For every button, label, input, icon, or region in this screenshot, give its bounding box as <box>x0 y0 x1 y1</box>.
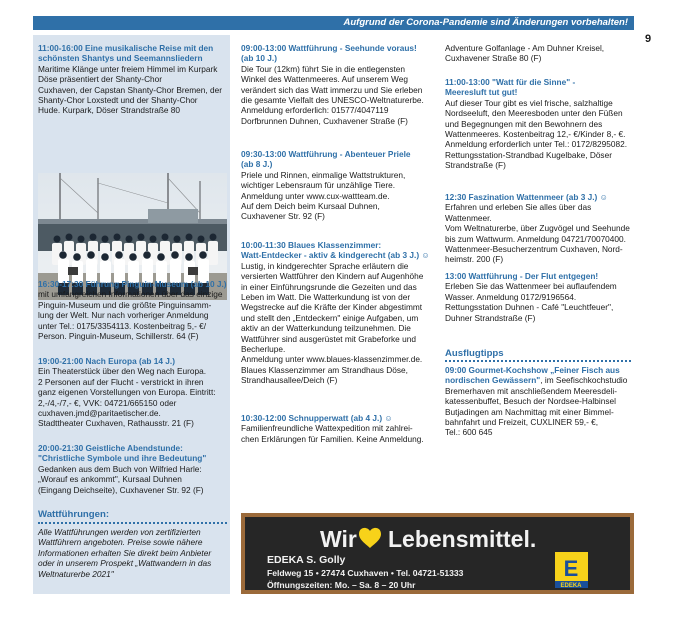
event-blaues-klassenzimmer <box>241 240 433 386</box>
section-divider <box>38 522 227 524</box>
event-abenteuer-priele <box>241 149 433 222</box>
ad-store-name: EDEKA S. Golly <box>267 554 346 566</box>
event-gourmet-kochshow: 09:00 Gourmet-Kochshow „Feiner Fisch aus nordischen Gewässern", im Seefischkochstudio Bremerhaven mit anschließendem Meeresdeli- katessenbuffet, Besuch der Nordsee-Halbinsel Butjadingen am Nachmittag mit einer Bimmel- bahnfahrt und Freizeit, CUXLINER 59,- €, Tel.: 600 645 <box>445 365 631 438</box>
edeka-logo <box>555 552 588 589</box>
event-body: Ein Theaterstück über den Weg nach Europa. 2 Personen auf der Flucht - verstrickt in ihren ganz eigenen Vorstellungen von Europa. Eintritt: 2,-/4,-/7,- €, VVK: 04721/665150 oder cuxhaven.jmd@paritaetischer.de. Stadttheater Cuxhaven, Rathausstr. 21 (F) <box>38 366 216 429</box>
event-body: Lustig, in kindgerechter Sprache erläutern die versierten Wattführer den Kindern auf Augenhöhe in einer Einführungsrunde die Gezeiten und das Leben im Watt. Die Watterkundung ist von der Wegstrecke auf die Kräfte der Kinder abgestimmt und stellt den „Entdeckern" einige Aufgaben, um aktiv an der Watterkundung teilzunehmen. Die Wattführer sind ausgerüstet mit Grabeforke und Becherlupe. Anmeldung unter www.blaues-klassenzimmer.de. Blaues Klassenzimmer am Strandhaus Döse, Strandhausallee/Deich (F) <box>241 260 424 386</box>
column-left <box>33 35 230 594</box>
edeka-logo-letter: E <box>563 556 579 581</box>
edeka-advertisement[interactable] <box>241 513 634 594</box>
event-body: Erfahren und erleben Sie alles über das Wattenmeer. Vom Weltnaturerbe, über Zugvögel und Seehunde bis zum Wattwurm. Anmeldung 04721/70070400. Wattenmeer-Besucherzentrum Cuxhaven, Nord- heimstr. 200 (F) <box>445 202 630 265</box>
event-heading: 11:00-16:00 Eine musikalische Reise mit den schönsten Shantys und Seemannsliedern <box>38 43 214 64</box>
event-body: Die Tour (12km) führt Sie in die entlegensten Winkel des Wattenmeeres. Auf unserem Weg verändert sich das Watt immerzu und Sie erleben die gesamte Vielfalt des UNESCO-Weltnaturerbe. Anmeldung erforderlich: 01577/4047119 Dorfbrunnen Duhnen, Cuxhavener Straße (F) <box>241 63 424 126</box>
event-nach-europa: 19:00-21:00 Nach Europa (ab 14 J.) Ein Theaterstück über den Weg nach Europa. 2 Personen auf der Flucht - verstrickt in ihren ganz eigenen Vorstellungen von Europa. Eintritt: 2,-/4,-/7,- €, VVK: 04721/665150 oder cuxhaven.jmd@paritaetischer.de. Stadttheater Cuxhaven, Rathausstr. 21 (F) <box>38 356 227 429</box>
edeka-logo-text: EDEKA <box>560 583 582 589</box>
event-faszination-wattenmeer: 12:30 Faszination Wattenmeer (ab 3 J.) ☺ Erfahren und erleben Sie alles über das Wattenmeer. Vom Weltnaturerbe, über Zugvögel und Seehunde bis zum Wattwurm. Anmeldung 04721/70070400. Wattenmeer-Besucherzentrum Cuxhaven, Nord- heimstr. 200 (F) <box>445 192 630 265</box>
event-heading: 09:00-13:00 Wattführung - Seehunde voraus! (ab 10 J.) <box>241 43 417 64</box>
event-body: mit umfangreichen Informationen über das einzige Pinguin-Museum und die größte Pinguinsamm- lung der Welt. Nur nach vorheriger Anmeldung unter Tel.: 0175/3354113. Kostenbeitrag 5,- €/ Person. Pinguin-Museum, Schillerstr. 64 (F) <box>38 289 223 342</box>
event-body: Auf dieser Tour gibt es viel frische, salzhaltige Nordseeluft, den Meeresboden unter den Füßen und Begegnungen mit den Bewohnern des Wattenmeeres. Kostenbeitrag 12,- €/Kinder 8,- €. Anmeldung erforderlich unter Tel.: 0172/8295082. Rettungsstation-Strandbad Kugelbake, Döser Strandstraße (F) <box>445 97 628 171</box>
event-heading: 20:00-21:30 Geistliche Abendstunde: "Christliche Symbole und ihre Bedeutung" <box>38 443 207 464</box>
column-middle <box>237 35 436 594</box>
column-right <box>441 35 634 594</box>
event-heading: 09:30-13:00 Wattführung - Abenteuer Priele (ab 8 J.) <box>241 149 411 170</box>
event-heading: 10:00-11:30 Blaues Klassenzimmer: Watt-Entdecker - aktiv & kindgerecht (ab 3 J.) ☺ <box>241 240 430 261</box>
event-heading: 11:00-13:00 "Watt für die Sinne" - Meeresluft tut gut! <box>445 77 576 98</box>
event-body: Erleben Sie das Wattenmeer bei auflaufendem Wasser. Anmeldung 0172/9196564. Rettungsstation Duhnen - Café "Leuchtfeuer", Duhner Strandstraße (F) <box>445 281 617 323</box>
event-body: Adventure Golfanlage - Am Duhner Kreisel, Cuxhavener Straße 80 (F) <box>445 43 605 64</box>
event-body: Priele und Rinnen, einmalige Wattstrukturen, wichtiger Lebensraum für unzählige Tiere. Anmeldung unter www.cux-wattteam.de. Auf dem Deich beim Kursaal Duhnen, Cuxhavener Str. 92 (F) <box>241 169 406 222</box>
section-title-wattfuehrungen: Wattführungen: <box>38 509 110 520</box>
event-body: Gedanken aus dem Buch von Wilfried Harle: „Worauf es ankommt", Kursaal Duhnen (Eingang Deichseite), Cuxhavener Str. 92 (F) <box>38 463 204 495</box>
ad-hours: Öffnungszeiten: Mo. – Sa. 8 – 20 Uhr <box>267 580 416 590</box>
event-continued-golfanlage <box>445 43 631 64</box>
event-pinguin-museum: 16:30-17:30 Führung Pinguin-Museum (ab 10 J.) mit umfangreichen Informationen über das einzige Pinguin-Museum und die größte Pinguinsamm- lung der Welt. Nur nach vorheriger Anmeldung unter Tel.: 0175/3354113. Kostenbeitrag 5,- €/ Person. Pinguin-Museum, Schillerstr. 64 (F) <box>38 279 227 342</box>
event-body: Familienfreundliche Wattexpedition mit zahlrei- chen Erklärungen für Familien. Keine Anmeldung. <box>241 423 424 444</box>
ad-slogan-left: Wir <box>320 526 357 552</box>
ad-slogan-right: Lebensmittel. <box>388 526 537 552</box>
event-body: Bremerhaven mit anschließendem Meeresdeli- katessenbuffet, Besuch der Nordsee-Halbinsel Butjadingen am Nachmittag mit einer Bimmel- bahnfahrt und Freizeit, CUXLINER 59,- €, Tel.: 600 645 <box>445 385 618 438</box>
banner-bar <box>33 16 634 30</box>
section-title-ausflugtipps: Ausflugtipps <box>445 348 504 359</box>
section-divider <box>445 360 631 362</box>
event-body: Maritime Klänge unter freiem Himmel im Kurpark Döse präsentiert der Shanty-Chor Cuxhaven, der Capstan Shanty-Chor Bremen, der Shanty-Chor Loxstedt und der Shanty-Chor Hude. Kurpark, Döser Strandstraße 80 <box>38 63 223 116</box>
event-watt-fuer-die-sinne <box>445 77 631 171</box>
event-shanty <box>38 43 227 116</box>
event-seehunde <box>241 43 433 126</box>
wattfuehrungen-note: Alle Wattführungen werden von zertifizierten Wattführern angeboten. Preise sowie nähere Informationen erhalten Sie direkt beim Anbieter oder in unserem Prospekt „Wattwandern in das Weltnaturerbe 2021" <box>38 527 212 579</box>
banner-text: Aufgrund der Corona-Pandemie sind Änderungen vorbehalten! <box>343 17 628 28</box>
ad-address: Feldweg 15 • 27474 Cuxhaven • Tel. 04721-51333 <box>267 568 464 578</box>
event-schnupperwatt: 10:30-12:00 Schnupperwatt (ab 4 J.) ☺ Familienfreundliche Wattexpedition mit zahlrei- chen Erklärungen für Familien. Keine Anmeldung. <box>241 413 433 444</box>
event-der-flut-entgegen: 13:00 Wattführung - Der Flut entgegen! Erleben Sie das Wattenmeer bei auflaufendem Wasser. Anmeldung 0172/9196564. Rettungsstation Duhnen - Café "Leuchtfeuer", Duhner Strandstraße (F) <box>445 271 631 323</box>
event-geistliche-abendstunde <box>38 443 227 495</box>
page-number: 9 <box>645 33 652 45</box>
